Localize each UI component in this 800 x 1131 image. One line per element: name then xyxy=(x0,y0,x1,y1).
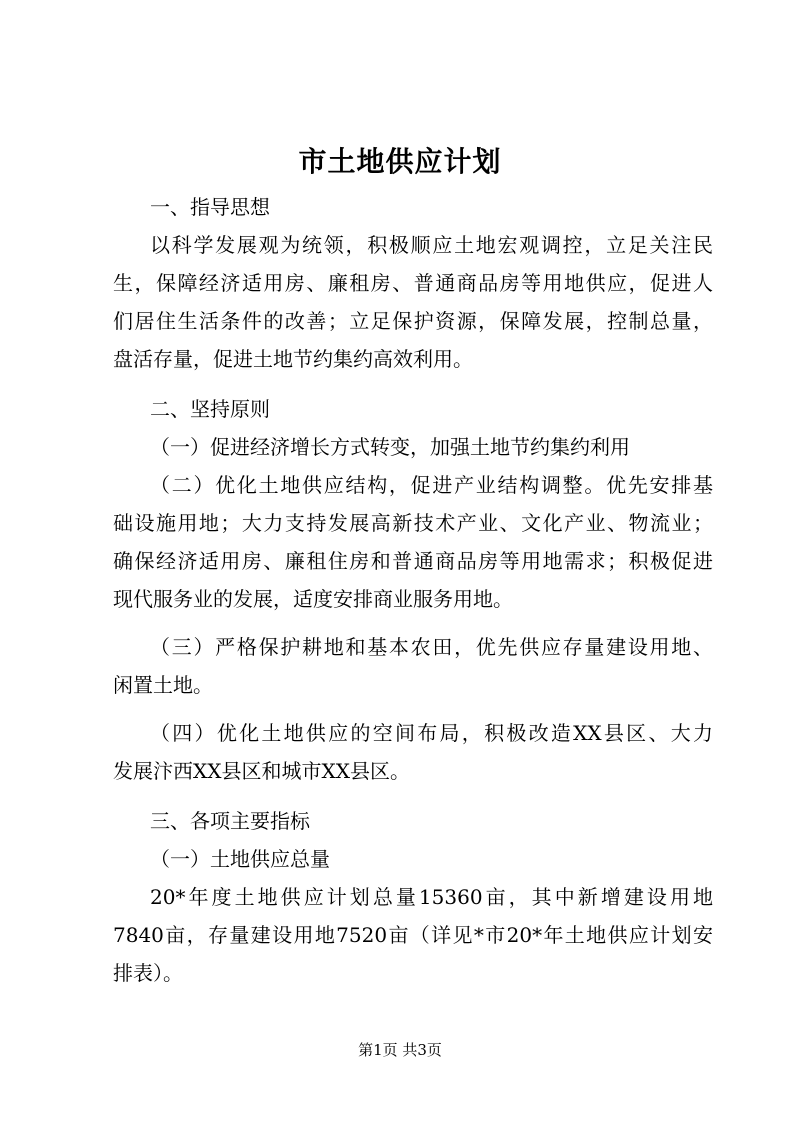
paragraph-line: 排表）。 xyxy=(113,961,183,985)
paragraph-line: 们居住生活条件的改善；立足保护资源，保障发展，控制总量， xyxy=(113,309,713,333)
heading-principles: 二、坚持原则 xyxy=(150,397,270,421)
paragraph-line: （三）严格保护耕地和基本农田，优先供应存量建设用地、 xyxy=(150,635,713,659)
paragraph-line: （二）优化土地供应结构，促进产业结构调整。优先安排基 xyxy=(150,473,713,497)
paragraph-line: 闲置土地。 xyxy=(113,673,213,697)
document-title: 市土地供应计划 xyxy=(298,145,502,178)
paragraph-line: 以科学发展观为统领，积极顺应土地宏观调控，立足关注民 xyxy=(150,233,713,257)
paragraph-line: 发展汴西XX县区和城市XX县区。 xyxy=(113,759,410,783)
subheading-total-supply: （一）土地供应总量 xyxy=(150,847,330,871)
paragraph-line: （四）优化土地供应的空间布局，积极改造XX县区、大力 xyxy=(150,721,713,745)
paragraph-line: 确保经济适用房、廉租住房和普通商品房等用地需求；积极促进 xyxy=(113,549,713,573)
paragraph-line: 现代服务业的发展，适度安排商业服务用地。 xyxy=(113,587,513,611)
paragraph-line: 盘活存量，促进土地节约集约高效利用。 xyxy=(113,347,473,371)
paragraph-line: 生，保障经济适用房、廉租房、普通商品房等用地供应，促进人 xyxy=(113,271,713,295)
paragraph-line: 7840亩，存量建设用地7520亩（详见*市20*年土地供应计划安 xyxy=(113,923,713,947)
heading-guiding-ideology: 一、指导思想 xyxy=(150,195,270,219)
paragraph-line: 20*年度土地供应计划总量15360亩，其中新增建设用地 xyxy=(150,885,713,909)
page-number-footer: 第1页 共3页 xyxy=(358,1041,442,1059)
paragraph-line: （一）促进经济增长方式转变，加强土地节约集约利用 xyxy=(150,435,630,459)
paragraph-line: 础设施用地；大力支持发展高新技术产业、文化产业、物流业； xyxy=(113,511,713,535)
heading-indicators: 三、各项主要指标 xyxy=(150,809,310,833)
